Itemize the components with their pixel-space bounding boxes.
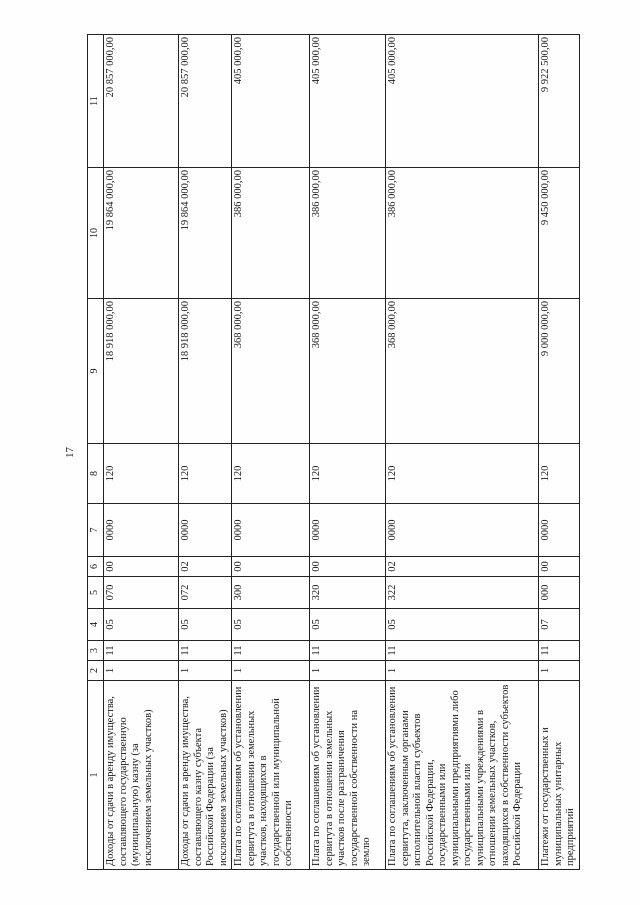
cell-c3: 11 <box>539 641 580 661</box>
cell-c5: 322 <box>386 577 539 609</box>
cell-c2: 1 <box>539 661 580 681</box>
column-header: 10 <box>88 168 104 299</box>
row-description: Плата по соглашениям об установлении сервитута, заключенным органами исполнительной власти субъектов Российской Федерации, государственными или муниципальными предприятиями либо государственными или муниципальными учреждениями в отношении земельных участков, находящихся в собственности субъектов Российской Федерации <box>386 681 539 870</box>
column-header: 9 <box>88 299 104 444</box>
cell-c6: 00 <box>232 557 310 577</box>
column-header: 1 <box>88 681 104 870</box>
cell-c3: 11 <box>310 641 386 661</box>
cell-c3: 11 <box>179 641 232 661</box>
cell-c2: 1 <box>386 661 539 681</box>
cell-c11: 405 000,00 <box>386 35 539 168</box>
cell-c2: 1 <box>232 661 310 681</box>
row-description: Доходы от сдачи в аренду имущества, составляющего казну субъекта Российской Федерации (за исключением земельных участков) <box>179 681 232 870</box>
cell-c11: 405 000,00 <box>232 35 310 168</box>
cell-c5: 000 <box>539 577 580 609</box>
row-description: Платежи от государственных и муниципальных унитарных предприятий <box>539 681 580 870</box>
column-header: 7 <box>88 504 104 557</box>
cell-c7: 0000 <box>104 504 179 557</box>
column-header: 5 <box>88 577 104 609</box>
cell-c4: 05 <box>179 609 232 641</box>
column-header: 8 <box>88 444 104 504</box>
cell-c9: 18 918 000,00 <box>104 299 179 444</box>
cell-c11: 405 000,00 <box>310 35 386 168</box>
cell-c4: 05 <box>232 609 310 641</box>
cell-c11: 20 857 000,00 <box>104 35 179 168</box>
cell-c4: 05 <box>104 609 179 641</box>
table-row <box>104 35 179 870</box>
table-row <box>232 35 310 870</box>
cell-c9: 368 000,00 <box>310 299 386 444</box>
column-header: 3 <box>88 641 104 661</box>
cell-c10: 9 450 000,00 <box>539 168 580 299</box>
column-header: 11 <box>88 35 104 168</box>
cell-c6: 00 <box>539 557 580 577</box>
row-description: Доходы от сдачи в аренду имущества, составляющего государственную (муниципальную) казну (за исключением земельных участков) <box>104 681 179 870</box>
cell-c7: 0000 <box>539 504 580 557</box>
cell-c10: 386 000,00 <box>232 168 310 299</box>
cell-c8: 120 <box>386 444 539 504</box>
budget-table <box>87 34 580 870</box>
cell-c2: 1 <box>179 661 232 681</box>
table-row <box>310 35 386 870</box>
table-row <box>386 35 539 870</box>
column-header: 2 <box>88 661 104 681</box>
cell-c4: 05 <box>310 609 386 641</box>
cell-c5: 070 <box>104 577 179 609</box>
cell-c10: 386 000,00 <box>310 168 386 299</box>
rotated-table-sheet <box>60 35 576 870</box>
cell-c6: 02 <box>179 557 232 577</box>
cell-c10: 19 864 000,00 <box>104 168 179 299</box>
cell-c6: 02 <box>386 557 539 577</box>
cell-c8: 120 <box>104 444 179 504</box>
cell-c7: 0000 <box>232 504 310 557</box>
cell-c2: 1 <box>310 661 386 681</box>
cell-c8: 120 <box>539 444 580 504</box>
cell-c9: 18 918 000,00 <box>179 299 232 444</box>
cell-c7: 0000 <box>310 504 386 557</box>
cell-c4: 07 <box>539 609 580 641</box>
cell-c8: 120 <box>232 444 310 504</box>
cell-c5: 300 <box>232 577 310 609</box>
cell-c3: 11 <box>232 641 310 661</box>
cell-c9: 9 000 000,00 <box>539 299 580 444</box>
cell-c7: 0000 <box>386 504 539 557</box>
cell-c9: 368 000,00 <box>232 299 310 444</box>
cell-c5: 072 <box>179 577 232 609</box>
cell-c8: 120 <box>310 444 386 504</box>
cell-c3: 11 <box>386 641 539 661</box>
cell-c10: 386 000,00 <box>386 168 539 299</box>
cell-c2: 1 <box>104 661 179 681</box>
page-number: 17 <box>64 447 76 458</box>
table-row <box>539 35 580 870</box>
row-description: Плата по соглашениям об установлении сервитута в отношении земельных участков, находящихся в государственной или муниципальной собственности <box>232 681 310 870</box>
cell-c6: 00 <box>104 557 179 577</box>
column-header: 6 <box>88 557 104 577</box>
cell-c3: 11 <box>104 641 179 661</box>
cell-c11: 20 857 000,00 <box>179 35 232 168</box>
cell-c6: 00 <box>310 557 386 577</box>
cell-c4: 05 <box>386 609 539 641</box>
cell-c9: 368 000,00 <box>386 299 539 444</box>
cell-c8: 120 <box>179 444 232 504</box>
header-row <box>88 35 104 870</box>
column-header: 4 <box>88 609 104 641</box>
cell-c10: 19 864 000,00 <box>179 168 232 299</box>
cell-c7: 0000 <box>179 504 232 557</box>
row-description: Плата по соглашениям об установлении сервитута в отношении земельных участков после разграничения государственной собственности на землю <box>310 681 386 870</box>
table-row <box>179 35 232 870</box>
cell-c11: 9 922 500,00 <box>539 35 580 168</box>
cell-c5: 320 <box>310 577 386 609</box>
